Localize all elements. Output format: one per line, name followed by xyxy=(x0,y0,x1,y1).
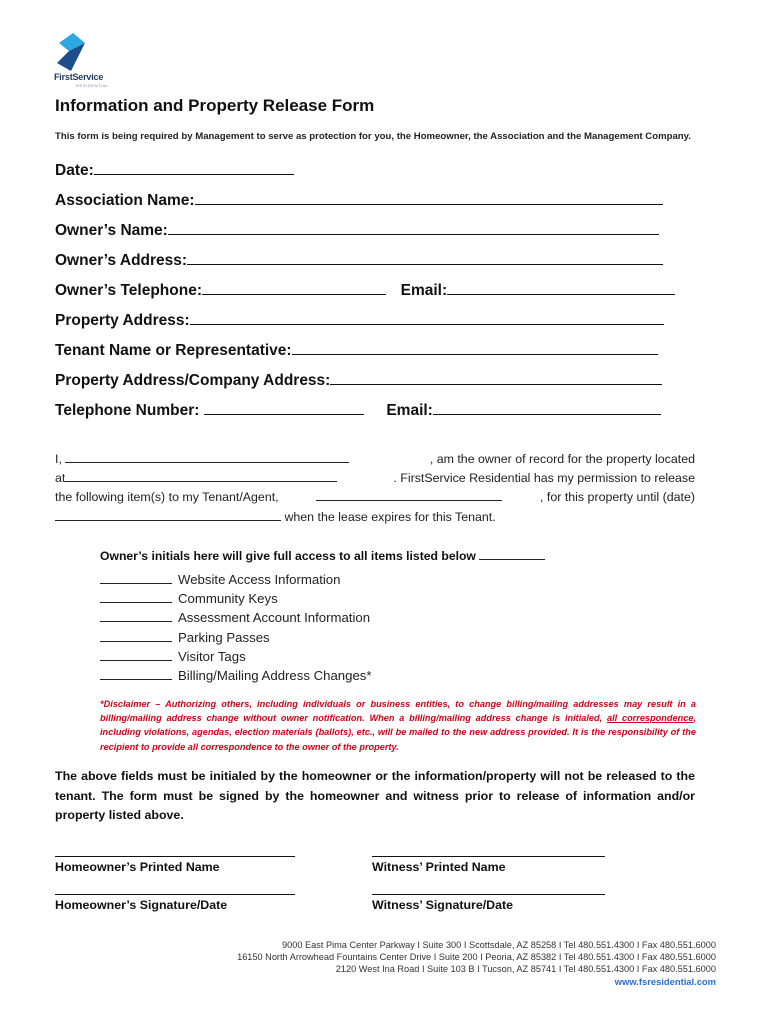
property-address-blank[interactable] xyxy=(190,310,664,325)
owners-name-row xyxy=(55,220,659,240)
list-item xyxy=(100,630,372,649)
owners-name-blank[interactable] xyxy=(168,220,659,235)
date-row xyxy=(55,160,294,180)
disclaimer-part2: , including violations, agendas, election materials (ballots), etc., will be mailed to the new address provided. It is the responsibility of the recipient to provide all correspondence to the owner of the property. xyxy=(100,713,696,752)
homeowner-signature-line[interactable] xyxy=(55,894,295,895)
property-location-blank[interactable] xyxy=(65,469,337,482)
firstservice-logo-icon xyxy=(55,33,87,71)
para-line2-text: . FirstService Residential has my permission to release xyxy=(393,471,695,486)
homeowner-printed-name-label: Homeowner’s Printed Name xyxy=(55,860,220,874)
item-label: Billing/Mailing Address Changes* xyxy=(178,667,372,683)
permission-paragraph xyxy=(55,450,695,527)
witness-signature-label: Witness’ Signature/Date xyxy=(372,898,514,912)
list-item xyxy=(100,591,372,610)
owners-telephone-blank[interactable] xyxy=(202,280,386,295)
association-name-label: Association Name: xyxy=(55,192,195,209)
email2-blank[interactable] xyxy=(433,400,661,415)
email-blank[interactable] xyxy=(447,280,675,295)
item-initial-blank[interactable] xyxy=(100,649,172,661)
release-notice: The above fields must be initialed by the homeowner or the information/property will not be released to the tenant. The form must be signed by the homeowner and witness prior to release of information and/or property listed above. xyxy=(55,769,695,822)
property-company-address-blank[interactable] xyxy=(330,370,662,385)
property-company-address-row xyxy=(55,370,662,390)
association-name-row xyxy=(55,190,663,210)
para-i: I, xyxy=(55,452,62,466)
witness-signature-line[interactable] xyxy=(372,894,605,895)
list-item xyxy=(100,649,372,668)
property-company-address-label: Property Address/Company Address: xyxy=(55,372,331,389)
owners-address-row xyxy=(55,250,663,270)
owner-name-blank[interactable] xyxy=(65,450,349,463)
date-blank[interactable] xyxy=(94,160,294,175)
item-label: Visitor Tags xyxy=(178,648,246,664)
footer-address-scottsdale: 9000 East Pima Center Parkway I Suite 300 I Scottsdale, AZ 85258 I Tel 480.551.4300 I Fax 480.551.6000 xyxy=(282,940,716,950)
intro-text: This form is being required by Management to serve as protection for you, the Homeowner, the Association and the Management Company. xyxy=(55,131,691,142)
property-address-row xyxy=(55,310,664,330)
logo-wordmark: FirstService xyxy=(54,72,104,82)
email2-label: Email: xyxy=(386,402,433,419)
disclaimer xyxy=(100,697,696,754)
owners-address-blank[interactable] xyxy=(187,250,663,265)
item-initial-blank[interactable] xyxy=(100,630,172,642)
disclaimer-underlined: all correspondence xyxy=(606,713,694,724)
list-item xyxy=(100,610,372,629)
owner-initials-row xyxy=(100,547,545,563)
owners-telephone-row xyxy=(55,280,675,300)
homeowner-signature-label: Homeowner’s Signature/Date xyxy=(55,898,228,912)
owners-telephone-label: Owner’s Telephone: xyxy=(55,282,202,299)
list-item xyxy=(100,668,372,687)
item-label: Assessment Account Information xyxy=(178,610,371,626)
para-line1-text: , am the owner of record for the property located xyxy=(429,452,695,466)
page-title: Information and Property Release Form xyxy=(55,96,375,115)
property-address-label: Property Address: xyxy=(55,312,190,329)
owners-address-label: Owner’s Address: xyxy=(55,252,188,269)
witness-printed-name-label: Witness’ Printed Name xyxy=(372,860,506,874)
owner-initials-text: Owner’s initials here will give full access to all items listed below xyxy=(100,549,476,563)
tenant-name-label: Tenant Name or Representative: xyxy=(55,342,292,359)
disclaimer-part1: *Disclaimer – Authorizing others, including individuals or business entities, to change billing/mailing addresses may result in a billing/mailing address change without owner notification. When a billing/mailing address change is initialed, xyxy=(100,699,696,724)
item-label: Website Access Information xyxy=(178,572,341,587)
list-item xyxy=(100,572,372,591)
item-initial-blank[interactable] xyxy=(100,572,172,584)
item-initial-blank[interactable] xyxy=(100,610,172,622)
para-line4-text: when the lease expires for this Tenant. xyxy=(284,509,496,524)
item-label: Community Keys xyxy=(178,591,278,607)
footer-address-tucson: 2120 West Ina Road I Suite 103 B I Tucson, AZ 85741 I Tel 480.551.4300 I Fax 480.551.6000 xyxy=(335,964,716,974)
association-name-blank[interactable] xyxy=(195,190,663,205)
telephone-number-row xyxy=(55,400,661,420)
release-items-list xyxy=(100,572,372,687)
footer-website-link[interactable]: www.fsresidential.com xyxy=(614,976,716,987)
para-at: at xyxy=(55,471,66,486)
witness-printed-name-line[interactable] xyxy=(372,856,605,857)
email-label: Email: xyxy=(400,282,448,299)
tenant-name-blank[interactable] xyxy=(292,340,658,355)
owner-initials-blank[interactable] xyxy=(479,547,545,560)
telephone-number-blank[interactable] xyxy=(204,400,364,415)
para-line3-text: the following item(s) to my Tenant/Agent, xyxy=(55,490,279,505)
homeowner-printed-name-line[interactable] xyxy=(55,856,295,857)
item-initial-blank[interactable] xyxy=(100,668,172,680)
footer-address-peoria: 16150 North Arrowhead Fountains Center Drive I Suite 200 I Peoria, AZ 85382 I Tel 480.551.4300 I Fax 480.551.6000 xyxy=(237,952,716,962)
item-label: Parking Passes xyxy=(178,629,270,645)
telephone-number-label: Telephone Number: xyxy=(55,402,200,419)
owners-name-label: Owner’s Name: xyxy=(55,222,168,239)
date-label: Date: xyxy=(55,162,94,179)
tenant-agent-blank[interactable] xyxy=(316,488,502,501)
until-date-blank[interactable] xyxy=(55,508,281,521)
tenant-name-row xyxy=(55,340,658,360)
item-initial-blank[interactable] xyxy=(100,591,172,603)
logo-subtext: RESIDENTIAL xyxy=(76,83,109,88)
para-line3-end: , for this property until (date) xyxy=(540,490,695,505)
